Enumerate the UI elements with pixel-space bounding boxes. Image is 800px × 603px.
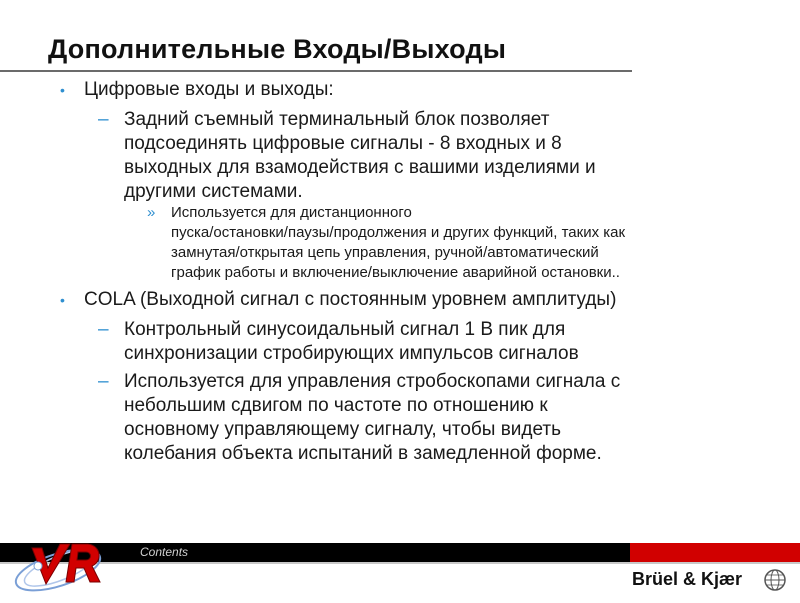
contents-link[interactable]: Contents [140,545,189,559]
bullet-text: COLA (Выходной сигнал с постоянным уровнем амплитуды) [84,289,617,310]
line: замнутая/открытая цепь управления, ручной/автоматический [171,244,599,261]
line: график работы и включение/выключение аварийной остановки.. [171,264,620,281]
line: Используется для управления стробоскопами сигнала с [124,371,621,392]
line: подсоединять цифровые сигналы - 8 входных и 8 [124,133,562,154]
globe-icon [762,567,788,593]
vr-logo-icon [10,520,130,598]
title-rule [0,70,632,72]
chevron-right-icon: » [147,204,156,221]
dash-icon: – [98,319,109,340]
line: синхронизации стробирующих импульсов сигналов [124,343,579,364]
sub-bullet-sine-signal [98,318,744,366]
bullet-text: Цифровые входы и выходы: [84,79,334,100]
line: выходных для взамодействия с вашими изделиями и [124,157,596,178]
dash-icon: – [98,109,109,130]
bullet-dot-icon: • [60,82,65,98]
sub-bullet-terminal-block [98,108,744,204]
footer-accent-bar [630,543,800,562]
line: другими системами. [124,181,303,202]
line: Контрольный синусоидальный сигнал 1 В пик для [124,319,566,340]
line: колебания объекта испытаний в замедленной форме. [124,443,602,464]
sub-sub-bullet-remote-control [147,203,751,283]
sub-bullet-stroboscope [98,370,744,466]
bullet-cola [60,288,774,312]
dash-icon: – [98,371,109,392]
bullet-dot-icon: • [60,292,65,308]
brand-logo [632,569,792,591]
line: Задний съемный терминальный блок позволяет [124,109,550,130]
line: пуска/остановки/паузы/продолжения и других функций, таких как [171,224,626,241]
bullet-digital-io [60,78,774,102]
brand-name: Brüel & Kjær [632,569,743,589]
slide-title: Дополнительные Входы/Выходы [48,34,507,64]
line: Используется для дистанционного [171,204,412,221]
line: небольшим сдвигом по частоте по отношению к [124,395,548,416]
line: основному управляющему сигналу, чтобы видеть [124,419,562,440]
